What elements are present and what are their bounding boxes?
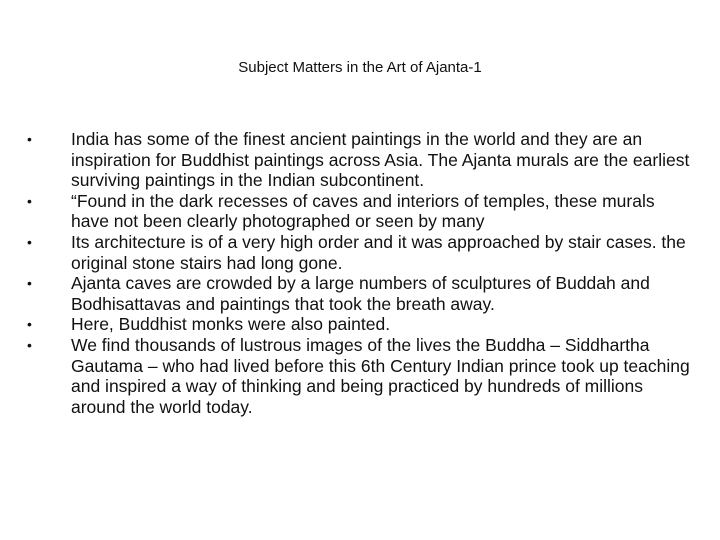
bullet-item — [22, 314, 697, 335]
bullet-marker: • — [27, 316, 32, 333]
bullet-item — [22, 273, 697, 314]
bullet-list — [22, 129, 697, 417]
bullet-item — [22, 335, 697, 417]
bullet-item — [22, 191, 697, 232]
bullet-text: Here, Buddhist monks were also painted. — [71, 314, 391, 335]
slide-title: Subject Matters in the Art of Ajanta-1 — [238, 59, 482, 76]
bullet-text: Ajanta caves are crowded by a large numbers of sculptures of Buddah and Bodhisattavas and paintings that took the breath away. — [71, 273, 650, 314]
bullet-text: “Found in the dark recesses of caves and interiors of temples, these murals have not been clearly photographed or seen by many — [71, 190, 655, 232]
bullet-marker: • — [27, 336, 32, 353]
bullet-marker: • — [27, 192, 32, 209]
bullet-marker: • — [27, 275, 32, 292]
bullet-text: Its architecture is of a very high order and it was approached by stair cases. the original stone stairs had long gone. — [71, 231, 686, 273]
bullet-text: India has some of the finest ancient paintings in the world and they are an inspiration for Buddhist paintings across Asia. The Ajanta murals are the earliest surviving paintings in the Indian subcontinent. — [71, 129, 690, 191]
bullet-marker: • — [27, 233, 32, 250]
bullet-text: We find thousands of lustrous images of the lives the Buddha – Siddhartha Gautama – who had lived before this 6th Century Indian prince took up teaching and inspired a way of thinking and being practiced by hundreds of millions around the world today. — [71, 334, 690, 417]
bullet-item — [22, 232, 697, 273]
bullet-marker: • — [27, 131, 32, 147]
bullet-item — [22, 129, 697, 191]
